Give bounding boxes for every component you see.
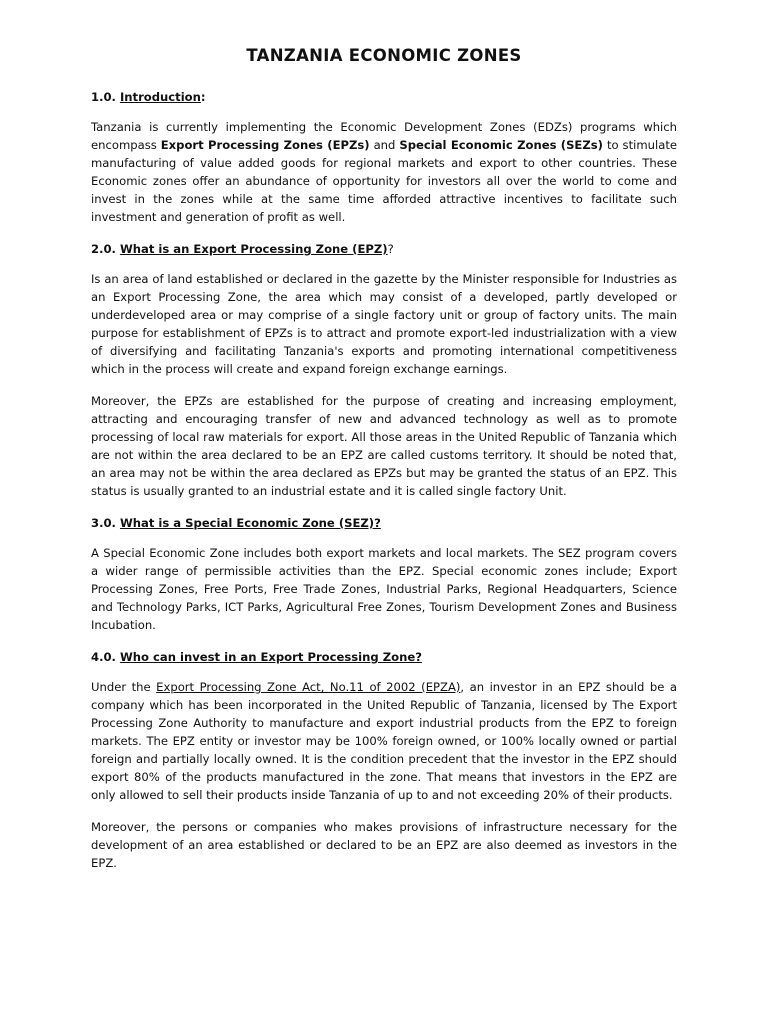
section-heading-investors bbox=[91, 648, 677, 666]
section-title-suffix: ? bbox=[387, 242, 394, 256]
epz-paragraph-2: Moreover, the EPZs are established for the purpose of creating and increasing employment, attracting and encouraging transfer of new and advanced technology as well as to promote processing of local raw materials for export. All those areas in the United Republic of Tanzania which are not within the area declared to be an EPZ are called customs territory. It should be noted that, an area may not be within the area declared as EPZs but may be granted the status of an EPZ. This status is usually granted to an industrial estate and it is called single factory Unit. bbox=[91, 394, 677, 498]
section-heading-epz bbox=[91, 240, 677, 258]
section-title: What is a Special Economic Zone (SEZ)? bbox=[119, 516, 381, 530]
intro-text-3: to stimulate manufacturing of value added goods for regional markets and export to other countries. These Economic zones offer an abundance of opportunity for investors all over the world to come and invest in the zones while at the same time afforded attractive incentives to facilitate such investment and generation of profit as well. bbox=[91, 138, 677, 224]
investors-text-2: , an investor in an EPZ should be a company which has been incorporated in the United Republic of Tanzania, licensed by The Export Processing Zone Authority to manufacture and export industrial products from the EPZ to foreign markets. The EPZ entity or investor may be 100% foreign owned, or 100% locally owned or partial foreign and partially locally owned. It is the condition precedent that the investor in the EPZ should export 80% of the products manufactured in the zone. That means that investors in the EPZ are only allowed to sell their products inside Tanzania of up to and not exceeding 20% of their products. bbox=[91, 680, 677, 802]
investors-paragraph-2: Moreover, the persons or companies who makes provisions of infrastructure necessary for the development of an area established or declared to be an EPZ are also deemed as investors in the EPZ. bbox=[91, 820, 677, 870]
investors-paragraph-1 bbox=[91, 678, 677, 804]
section-title-suffix: : bbox=[200, 90, 206, 104]
section-number: 1.0. bbox=[91, 90, 116, 104]
intro-text-2: and bbox=[369, 138, 400, 152]
sez-paragraph: A Special Economic Zone includes both export markets and local markets. The SEZ program covers a wider range of permissible activities than the EPZ. Special economic zones include; Export Processing Zones, Free Ports, Free Trade Zones, Industrial Parks, Regional Headquarters, Science and Technology Parks, ICT Parks, Agricultural Free Zones, Tourism Development Zones and Business Incubation. bbox=[91, 546, 677, 632]
investors-text-1: Under the bbox=[91, 680, 157, 694]
intro-term-sez: Special Economic Zones (SEZs) bbox=[399, 138, 603, 152]
section-number: 3.0. bbox=[91, 516, 116, 530]
section-title: Who can invest in an Export Processing Zone? bbox=[119, 650, 422, 664]
intro-paragraph bbox=[91, 118, 677, 226]
intro-text-1: Tanzania is currently implementing the Economic Development Zones (EDZs) programs which encompass bbox=[91, 120, 677, 152]
section-title: Introduction bbox=[119, 90, 201, 104]
document-title: TANZANIA ECONOMIC ZONES bbox=[246, 46, 522, 65]
section-number: 2.0. bbox=[91, 242, 116, 256]
section-heading-sez bbox=[91, 514, 677, 532]
section-number: 4.0. bbox=[91, 650, 116, 664]
intro-term-epz: Export Processing Zones (EPZs) bbox=[160, 138, 370, 152]
section-heading-introduction bbox=[91, 88, 677, 106]
epz-paragraph-1: Is an area of land established or declared in the gazette by the Minister responsible for Industries as an Export Processing Zone, the area which may consist of a developed, partly developed or underdeveloped area or may comprise of a single factory unit or group of factory units. The main purpose for establishment of EPZs is to attract and promote export-led industrialization with a view of diversifying and facilitating Tanzania's exports and promoting international competitiveness which in the process will create and expand foreign exchange earnings. bbox=[91, 272, 677, 376]
section-title: What is an Export Processing Zone (EPZ) bbox=[119, 242, 388, 256]
epza-act-reference: Export Processing Zone Act, No.11 of 2002 (EPZA) bbox=[156, 680, 461, 694]
